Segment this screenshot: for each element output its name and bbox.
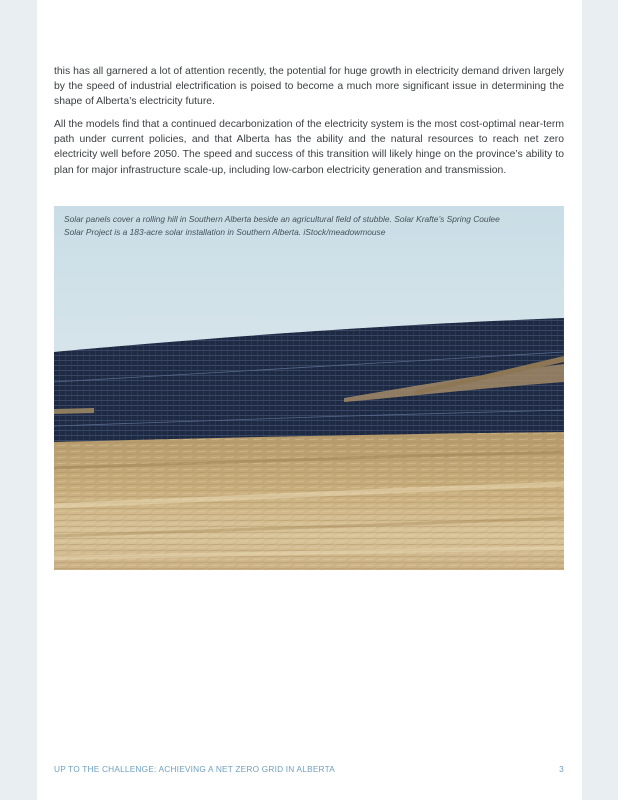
footer-report-title: UP TO THE CHALLENGE: ACHIEVING A NET ZERO GRID IN ALBERTA <box>54 764 335 774</box>
body-paragraph-1: this has all garnered a lot of attention recently, the potential for huge growth in electricity demand driven largely by the speed of industrial electrification is poised to become a much more significant issue in determining the shape of Alberta’s electricity future. <box>54 66 564 108</box>
document-page <box>37 0 582 800</box>
solar-farm-photo <box>54 206 564 570</box>
photo-caption: Solar panels cover a rolling hill in Southern Alberta beside an agricultural field of stubble. Solar Krafte’s Spring Coulee Solar Project is a 183-acre solar installation in Southern Alberta. iStock/meadowmouse <box>64 214 500 237</box>
solar-farm-illustration <box>54 206 564 570</box>
body-paragraph-2: All the models find that a continued decarbonization of the electricity system is the most cost-optimal near-term path under current policies, and that Alberta has the ability and the natural resources to reach net zero electricity well before 2050. The speed and success of this transition will likely hinge on the province’s ability to plan for major infrastructure scale-up, including low-carbon electricity generation and transmission. <box>54 119 564 176</box>
page-number: 3 <box>559 764 564 774</box>
